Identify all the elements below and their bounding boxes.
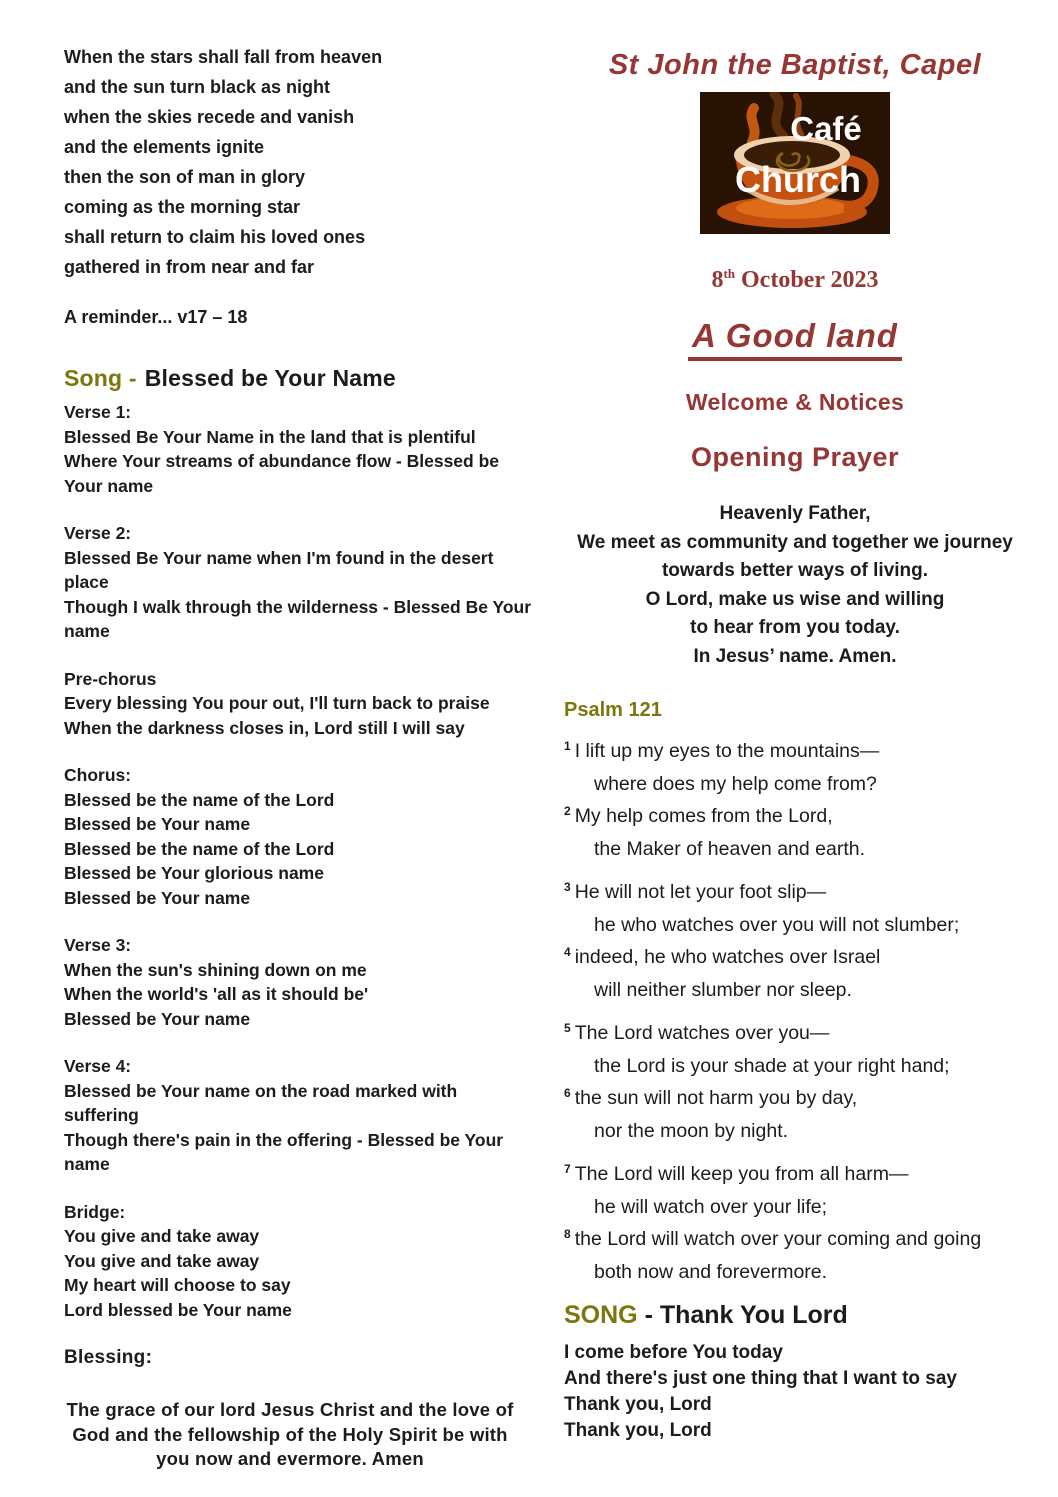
verse-number: 3 bbox=[564, 879, 571, 894]
lyric-line: Blessed Be Your Name in the land that is plentiful bbox=[64, 426, 476, 447]
song2-lyric-line: And there's just one thing that I want to say bbox=[564, 1368, 957, 1389]
lyric-line: Where Your streams of abundance flow - Blessed be bbox=[64, 451, 500, 471]
cafe-church-logo-image bbox=[700, 92, 890, 234]
lyric-line: Lord blessed be Your name bbox=[64, 1299, 292, 1320]
psalm-verse-line bbox=[564, 735, 1026, 768]
lyric-section bbox=[64, 521, 532, 644]
lyric-line: My heart will choose to say bbox=[64, 1275, 291, 1295]
lyric-line: Every blessing You pour out, I'll turn back to praise bbox=[64, 693, 490, 713]
lyric-section-heading: Verse 2: bbox=[64, 523, 132, 543]
psalm-verse bbox=[564, 735, 1026, 800]
church-title: St John the Baptist, Capel bbox=[608, 49, 982, 81]
blessing-text bbox=[64, 1398, 516, 1472]
verse-text: indeed, he who watches over Israel bbox=[574, 946, 881, 968]
lyric-line: Though there's pain in the offering - Blessed be Your bbox=[64, 1129, 504, 1150]
psalm-verse-continuation: both now and forevermore. bbox=[594, 1260, 828, 1283]
poem-line: gathered in from near and far bbox=[64, 257, 315, 277]
psalm-verse bbox=[564, 800, 1026, 865]
psalm-verse-group bbox=[564, 735, 1026, 865]
psalm-verse-continuation: the Maker of heaven and earth. bbox=[594, 837, 866, 860]
psalm-verse bbox=[564, 1158, 1026, 1223]
song-title: Blessed be Your Name bbox=[144, 365, 396, 391]
psalm-verse-group bbox=[564, 1017, 1026, 1147]
lyric-line: When the darkness closes in, Lord still I will say bbox=[64, 717, 465, 738]
psalm-text bbox=[564, 735, 1026, 1288]
logo-word-church: Church bbox=[735, 159, 861, 200]
song2-lyric-line: I come before You today bbox=[564, 1342, 783, 1363]
psalm-verse-continuation: will neither slumber nor sleep. bbox=[594, 978, 852, 1001]
poem-line: When the stars shall fall from heaven bbox=[64, 47, 383, 67]
poem-line: and the elements ignite bbox=[64, 137, 265, 157]
verse-text: the Lord will watch over your coming and going bbox=[574, 1228, 982, 1250]
lyric-section bbox=[64, 1200, 516, 1323]
lyric-line: Blessed be Your name on the road marked with bbox=[64, 1080, 458, 1101]
verse-text: The Lord watches over you— bbox=[574, 1022, 830, 1044]
theme-title: A Good land bbox=[688, 316, 902, 361]
psalm-verse-continuation: he who watches over you will not slumber; bbox=[594, 913, 960, 936]
left-column bbox=[64, 42, 532, 1472]
prayer-line: Heavenly Father, bbox=[719, 503, 871, 524]
verse-number: 2 bbox=[564, 803, 571, 818]
song2-label: SONG bbox=[564, 1301, 638, 1329]
prayer-line: towards better ways of living. bbox=[661, 560, 929, 581]
poem-line: then the son of man in glory bbox=[64, 167, 306, 187]
verse-number: 7 bbox=[564, 1161, 571, 1176]
lyric-line: Blessed Be Your name when I'm found in the desert bbox=[64, 547, 494, 568]
psalm-verse-line bbox=[564, 1017, 1026, 1050]
poem-block bbox=[64, 42, 516, 282]
song2-lyric-line: Thank you, Lord bbox=[564, 1420, 712, 1441]
lyric-line: place bbox=[64, 572, 109, 592]
verse-number: 5 bbox=[564, 1020, 571, 1035]
lyric-section bbox=[64, 763, 516, 910]
blessing-label: Blessing: bbox=[64, 1347, 153, 1368]
psalm-verse-continuation: where does my help come from? bbox=[594, 772, 877, 795]
prayer-line: In Jesus’ name. Amen. bbox=[693, 645, 897, 667]
date-day: 8 bbox=[711, 267, 724, 293]
service-date bbox=[564, 261, 1026, 293]
lyric-line: Blessed be Your name bbox=[64, 814, 251, 834]
psalm-verse-line bbox=[564, 800, 1026, 833]
psalm-verse-line bbox=[564, 876, 1026, 909]
prayer-line: O Lord, make us wise and willing bbox=[645, 588, 945, 610]
psalm-verse-continuation: the Lord is your shade at your right hand; bbox=[594, 1054, 950, 1077]
lyric-line: Blessed be Your name bbox=[64, 887, 251, 908]
date-ordinal: th bbox=[723, 266, 736, 281]
verse-text: I lift up my eyes to the mountains— bbox=[574, 740, 880, 762]
song2-separator: - bbox=[637, 1301, 660, 1329]
psalm-verse-continuation: he will watch over your life; bbox=[594, 1195, 828, 1218]
lyric-line: name bbox=[64, 1154, 110, 1174]
date-rest: October 2023 bbox=[735, 267, 879, 293]
psalm-verse-line bbox=[564, 1158, 1026, 1191]
opening-prayer-heading: Opening Prayer bbox=[690, 442, 900, 472]
psalm-verse-group bbox=[564, 876, 1026, 1006]
song2-lyric-line: Thank you, Lord bbox=[564, 1394, 712, 1415]
lyric-section-heading: Verse 1: bbox=[64, 402, 132, 422]
blessing-line: The grace of our lord Jesus Christ and the love of bbox=[66, 1399, 514, 1420]
lyric-line: Blessed be Your name bbox=[64, 1008, 251, 1029]
reminder-note: A reminder... v17 – 18 bbox=[64, 307, 248, 327]
verse-number: 4 bbox=[564, 944, 571, 959]
song-heading-blessed-be-your-name bbox=[64, 363, 516, 393]
psalm-verse-group bbox=[564, 1158, 1026, 1288]
cafe-church-logo bbox=[700, 92, 890, 234]
logo-word-cafe: Café bbox=[790, 110, 862, 147]
psalm-verse bbox=[564, 1017, 1026, 1082]
verse-number: 1 bbox=[564, 738, 571, 753]
verse-number: 6 bbox=[564, 1085, 571, 1100]
verse-text: the sun will not harm you by day, bbox=[574, 1087, 858, 1109]
song-label: Song - bbox=[64, 365, 137, 391]
psalm-verse bbox=[564, 1223, 1026, 1288]
poem-line: when the skies recede and vanish bbox=[64, 107, 355, 127]
lyric-line: You give and take away bbox=[64, 1250, 260, 1271]
poem-line: shall return to claim his loved ones bbox=[64, 227, 366, 247]
verse-text: The Lord will keep you from all harm— bbox=[574, 1163, 909, 1185]
verse-number: 8 bbox=[564, 1226, 571, 1241]
psalm-verse-line bbox=[564, 941, 1026, 974]
song-lyrics bbox=[64, 400, 532, 1322]
lyric-line: You give and take away bbox=[64, 1226, 260, 1246]
psalm-verse-line bbox=[564, 1082, 1026, 1115]
psalm-verse bbox=[564, 1082, 1026, 1147]
psalm-verse bbox=[564, 941, 1026, 1006]
prayer-line: to hear from you today. bbox=[690, 617, 900, 638]
lyric-line: Blessed be the name of the Lord bbox=[64, 838, 335, 859]
lyric-section-heading: Chorus: bbox=[64, 765, 132, 785]
psalm-heading: Psalm 121 bbox=[564, 699, 662, 721]
blessing-line: God and the fellowship of the Holy Spirit be with bbox=[72, 1423, 508, 1445]
poem-line: coming as the morning star bbox=[64, 197, 301, 217]
right-column bbox=[564, 48, 1026, 1444]
verse-text: He will not let your foot slip— bbox=[574, 881, 827, 903]
prayer-line: We meet as community and together we journey bbox=[577, 531, 1013, 553]
lyric-section bbox=[64, 933, 516, 1031]
lyric-line: suffering bbox=[64, 1105, 139, 1125]
lyric-section-heading: Pre-chorus bbox=[64, 668, 157, 689]
verse-text: My help comes from the Lord, bbox=[574, 805, 833, 827]
steam-swirl-orange bbox=[751, 108, 754, 142]
lyric-section bbox=[64, 1054, 516, 1177]
lyric-line: Blessed be Your glorious name bbox=[64, 863, 324, 883]
theme-title-wrap bbox=[564, 316, 1026, 361]
lyric-section-heading: Verse 4: bbox=[64, 1056, 132, 1076]
lyric-line: Your name bbox=[64, 475, 154, 496]
song-heading-thank-you-lord bbox=[564, 1299, 1026, 1332]
poem-line: and the sun turn black as night bbox=[64, 77, 331, 97]
psalm-verse bbox=[564, 876, 1026, 941]
blessing-line: you now and evermore. Amen bbox=[156, 1448, 424, 1469]
opening-prayer-text bbox=[564, 500, 1026, 671]
lyric-line: Blessed be the name of the Lord bbox=[64, 789, 335, 810]
lyric-section-heading: Bridge: bbox=[64, 1201, 126, 1222]
lyric-section-heading: Verse 3: bbox=[64, 935, 132, 955]
lyric-line: When the sun's shining down on me bbox=[64, 959, 367, 980]
welcome-notices-heading: Welcome & Notices bbox=[685, 389, 905, 415]
lyric-line: Though I walk through the wilderness - Blessed Be Your bbox=[64, 596, 532, 617]
psalm-verse-continuation: nor the moon by night. bbox=[594, 1119, 789, 1142]
lyric-section bbox=[64, 400, 516, 498]
lyric-line: name bbox=[64, 621, 110, 641]
song2-lyrics bbox=[564, 1340, 1026, 1444]
psalm-verse-line bbox=[564, 1223, 1026, 1256]
song2-title: Thank You Lord bbox=[659, 1301, 848, 1329]
lyric-line: When the world's 'all as it should be' bbox=[64, 984, 369, 1004]
lyric-section bbox=[64, 667, 516, 741]
